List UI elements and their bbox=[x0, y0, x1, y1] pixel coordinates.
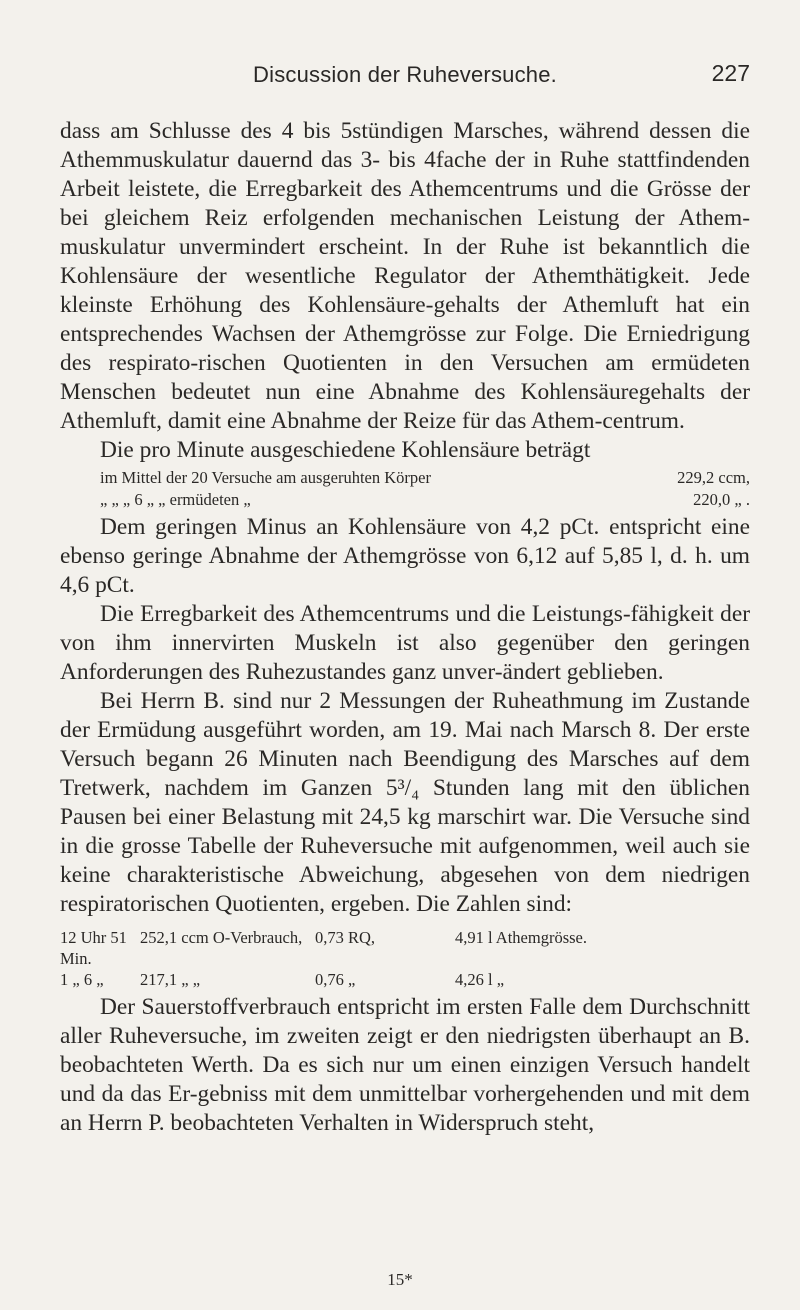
measurement-row bbox=[60, 969, 750, 990]
paragraph-4: Die Erregbarkeit des Athemcentrums und die Leistungs-fähigkeit der von ihm innervirten Muskeln ist also gegenüber den geringen Anforderungen des Ruhezustandes ganz unver-ändert geblieben. bbox=[60, 601, 750, 685]
paragraph-2: Die pro Minute ausgeschiedene Kohlensäure beträgt bbox=[100, 437, 591, 463]
paragraph-6: Der Sauerstoffverbrauch entspricht im ersten Falle dem Durchschnitt aller Ruheversuche, im zweiten zeigt er den niedrigsten überhaupt an B. beobachteten Werth. Da es sich nur um einen einzigen Versuch handelt und da das Er-gebniss mit dem unmittelbar vorhergehenden und mit dem an Herrn P. beobachteten Verhalten in Widerspruch steht, bbox=[60, 994, 750, 1136]
measurement-o2: 252,1 ccm O-Verbrauch, bbox=[140, 928, 303, 947]
measurement-rq: 0,73 RQ, bbox=[315, 928, 376, 947]
co2-comparison bbox=[60, 467, 750, 511]
co2-line-tired bbox=[60, 489, 750, 511]
paragraph-5: Bei Herrn B. sind nur 2 Messungen der Ruheathmung im Zustande der Ermüdung ausgeführt worden, am 19. Mai nach Marsch 8. Der erste Versuch begann 26 Minuten nach Beendigung des Marsches auf dem Tretwerk, nachdem im Ganzen 5³/₄ Stunden lang mit den üblichen Pausen bei einer Belastung mit 24,5 kg marschirt war. Die Versuche sind in die grosse Tabelle der Ruheversuche mit aufgenommen, weil auch sie keine charakteristische Abweichung, abgesehen von dem niedrigen respiratorischen Quotienten, ergeben. Die Zahlen sind: bbox=[60, 688, 750, 917]
page-header bbox=[60, 58, 750, 98]
measurement-row bbox=[60, 927, 750, 969]
page-number: 227 bbox=[711, 60, 750, 86]
page bbox=[60, 58, 750, 1138]
measurement-volume: 4,26 l „ bbox=[455, 970, 505, 989]
measurement-rq: 0,76 „ bbox=[315, 970, 356, 989]
measurement-time: 12 Uhr 51 Min. bbox=[60, 928, 127, 968]
page-body bbox=[60, 117, 750, 1138]
co2-line-tired-label: „ „ „ 6 „ „ ermüdeten „ bbox=[100, 490, 251, 509]
measurement-volume: 4,91 l Athemgrösse. bbox=[455, 928, 587, 947]
measurement-o2: 217,1 „ „ bbox=[140, 970, 201, 989]
co2-line-rested bbox=[60, 467, 750, 489]
signature-mark: 15* bbox=[387, 1270, 413, 1289]
co2-line-rested-label: im Mittel der 20 Versuche am ausgeruhten Körper bbox=[100, 468, 431, 487]
co2-line-tired-value: 220,0 „ . bbox=[693, 490, 750, 509]
measurement-time: 1 „ 6 „ bbox=[60, 970, 104, 989]
co2-line-rested-value: 229,2 ccm, bbox=[677, 468, 750, 487]
measurements-table bbox=[60, 927, 750, 990]
running-title: Discussion der Ruheversuche. bbox=[253, 62, 557, 87]
paragraph-1: dass am Schlusse des 4 bis 5stündigen Marsches, während dessen die Athemmuskulatur dauernd das 3- bis 4fache der in Ruhe stattfindenden Arbeit leistete, die Erregbarkeit des Athemcentrums und die Grösse der bei gleichem Reiz erfolgenden mechanischen Leistung der Athem-muskulatur unvermindert erscheint. In der Ruhe ist bekanntlich die Kohlensäure der wesentliche Regulator der Athemthätigkeit. Jede kleinste Erhöhung des Kohlensäure-gehalts der Athemluft hat ein entsprechendes Wachsen der Athemgrösse zur Folge. Die Erniedrigung des respirato-rischen Quotienten in den Versuchen am ermüdeten Menschen bedeutet nun eine Abnahme des Kohlensäuregehalts der Athemluft, damit eine Abnahme der Reize für das Athem-centrum. bbox=[60, 118, 750, 434]
paragraph-3: Dem geringen Minus an Kohlensäure von 4,2 pCt. entspricht eine ebenso geringe Abnahme der Athemgrösse von 6,12 auf 5,85 l, d. h. um 4,6 pCt. bbox=[60, 514, 750, 598]
